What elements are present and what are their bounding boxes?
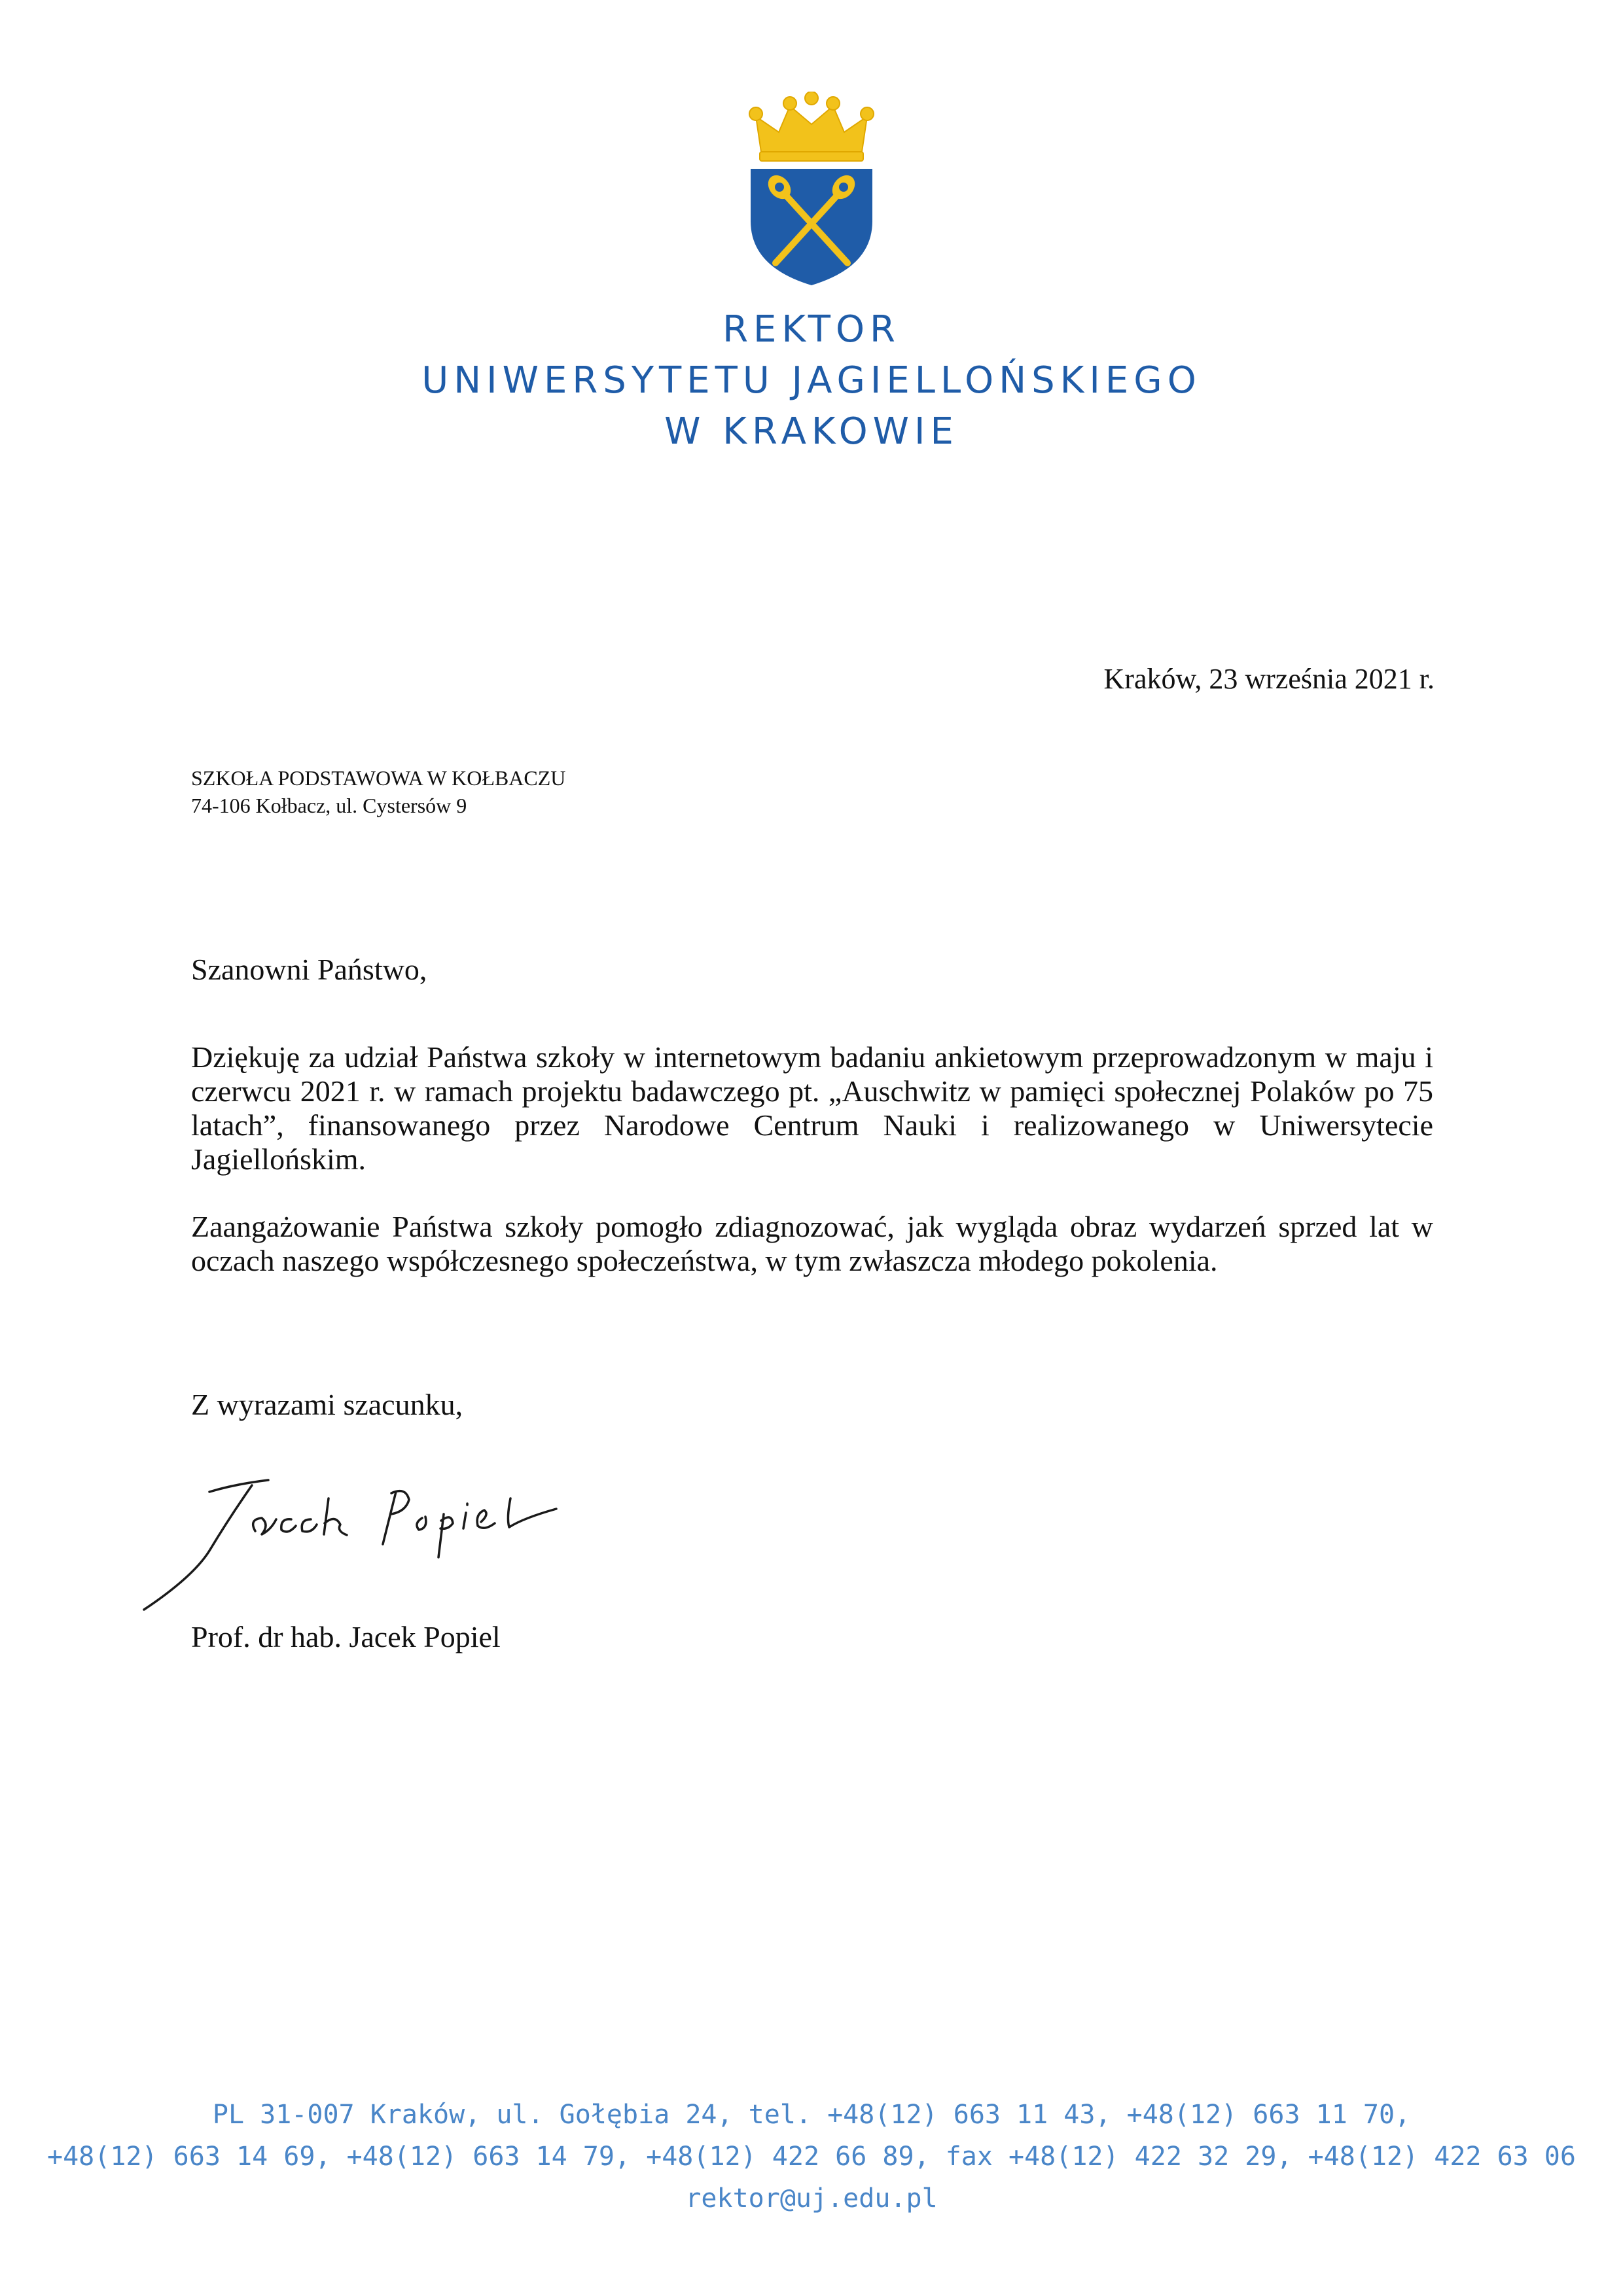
institution-title-line3: W KRAKOWIE xyxy=(664,410,959,453)
footer-line-phones: +48(12) 663 14 69, +48(12) 663 14 79, +48(12) 422 66 89, fax +48(12) 422 32 29, +48(12) 422 63 06 xyxy=(47,2142,1576,2172)
closing: Z wyrazami szacunku, xyxy=(191,1388,463,1421)
signer-name: Prof. dr hab. Jacek Popiel xyxy=(191,1620,501,1653)
body-paragraph-2: Zaangażowanie Państwa szkoły pomogło zdiagnozować, jak wygląda obraz wydarzeń sprzed lat w oczach naszego współczesnego społeczeństwa, w tym zwłaszcza młodego pokolenia. xyxy=(191,1210,1433,1277)
recipient-block xyxy=(191,764,565,819)
signature-icon xyxy=(131,1446,589,1616)
greeting: Szanowni Państwo, xyxy=(191,953,427,986)
letter-body xyxy=(191,1040,1433,1311)
footer-email: rektor@uj.edu.pl xyxy=(685,2183,938,2214)
handwritten-signature xyxy=(131,1446,589,1619)
footer-line-address: PL 31-007 Kraków, ul. Gołębia 24, tel. +48(12) 663 11 43, +48(12) 663 11 70, xyxy=(212,2100,1411,2130)
body-paragraph-1: Dziękuję za udział Państwa szkoły w internetowym badaniu ankietowym przeprowadzonym w maju i czerwcu 2021 r. w ramach projektu badawczego pt. „Auschwitz w pamięci społecznej Polaków po 75 latach”, finansowanego przez Narodowe Centrum Nauki i realizowanego w Uniwersytecie Jagiellońskim. xyxy=(191,1040,1433,1176)
letterhead xyxy=(0,92,1623,453)
footer-contact xyxy=(0,2094,1623,2219)
recipient-name: SZKOŁA PODSTAWOWA W KOŁBACZU xyxy=(191,766,566,790)
institution-title-line1: REKTOR xyxy=(722,308,901,351)
institution-title-line2: UNIWERSYTETU JAGIELLOŃSKIEGO xyxy=(421,359,1202,402)
recipient-address: 74-106 Kołbacz, ul. Cystersów 9 xyxy=(191,794,467,817)
university-crest-icon xyxy=(743,92,880,288)
letter-date: Kraków, 23 września 2021 r. xyxy=(1103,663,1435,695)
